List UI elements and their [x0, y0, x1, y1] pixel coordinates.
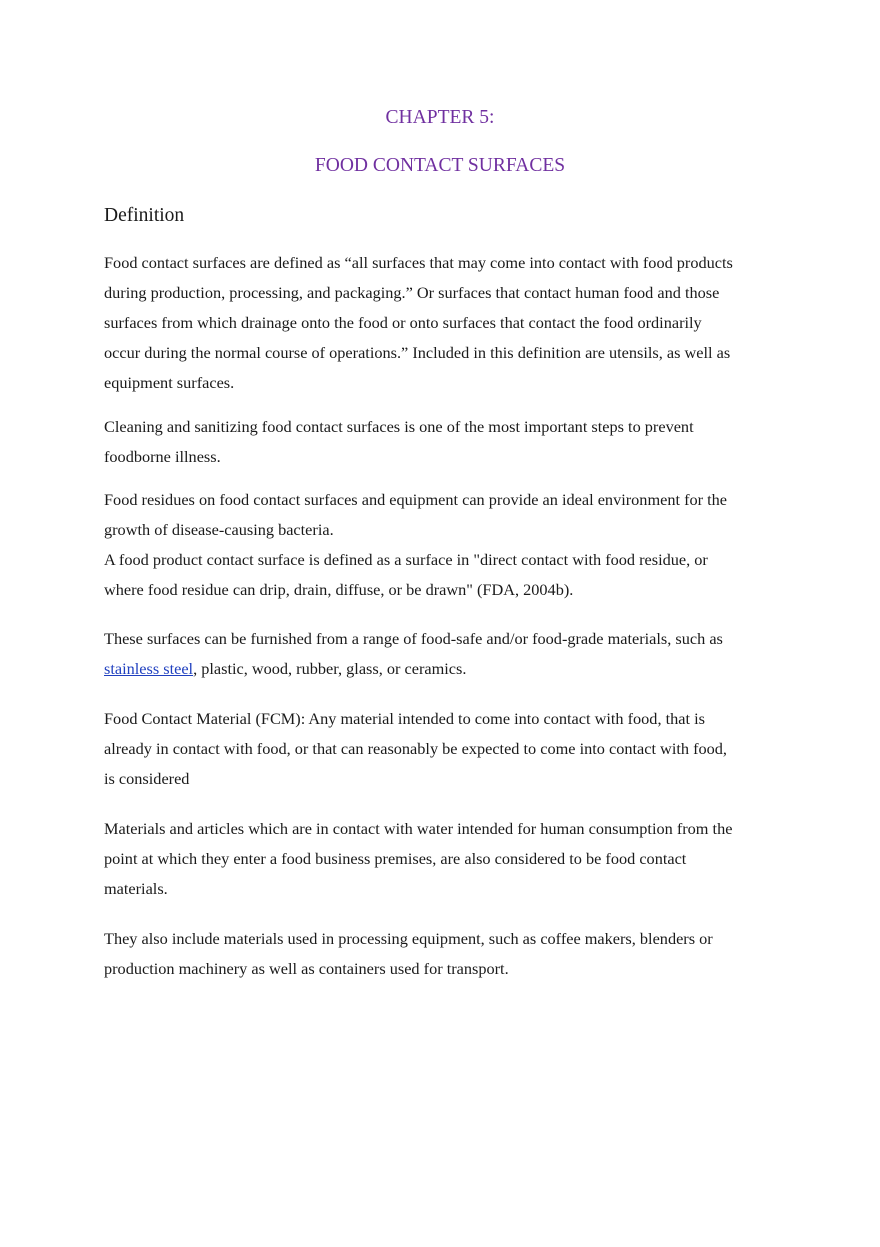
text-line: Materials and articles which are in contact with water intended for human consumption from the: [104, 819, 733, 838]
paragraph-definition: [104, 248, 784, 398]
text-line: is considered: [104, 769, 190, 788]
chapter-title: FOOD CONTACT SURFACES: [314, 155, 566, 176]
text-line: foodborne illness.: [104, 447, 221, 466]
chapter-number: CHAPTER 5:: [385, 107, 495, 128]
paragraph-water: [104, 814, 784, 904]
paragraph-materials: [104, 624, 784, 684]
text-line: Cleaning and sanitizing food contact surfaces is one of the most important steps to prevent: [104, 417, 694, 436]
paragraph-food-residues: [104, 485, 784, 605]
text-line: materials.: [104, 879, 168, 898]
text-line: point at which they enter a food business premises, are also considered to be food contact: [104, 849, 687, 868]
paragraph-equipment: [104, 924, 784, 984]
text-line: They also include materials used in processing equipment, such as coffee makers, blenders or: [104, 929, 713, 948]
paragraph-fcm: [104, 704, 784, 794]
text-line: occur during the normal course of operations.” Included in this definition are utensils, as well as: [104, 343, 731, 362]
text-line: where food residue can drip, drain, diffuse, or be drawn" (FDA, 2004b).: [104, 580, 574, 599]
text-line: [104, 654, 784, 684]
text-line: during production, processing, and packaging.” Or surfaces that contact human food and those: [104, 283, 720, 302]
stainless-steel-link[interactable]: stainless steel: [104, 659, 194, 678]
section-heading-definition: Definition: [104, 205, 185, 226]
text-line: Food contact surfaces are defined as “all surfaces that may come into contact with food products: [104, 253, 733, 272]
paragraph-cleaning: [104, 412, 784, 472]
text-line: These surfaces can be furnished from a range of food-safe and/or food-grade materials, such as: [104, 629, 723, 648]
text-line: equipment surfaces.: [104, 373, 235, 392]
text-line: already in contact with food, or that can reasonably be expected to come into contact with food,: [104, 739, 727, 758]
text-line-rest: , plastic, wood, rubber, glass, or ceramics.: [193, 659, 467, 678]
text-line: production machinery as well as containers used for transport.: [104, 959, 509, 978]
text-line: Food Contact Material (FCM): Any material intended to come into contact with food, that is: [104, 709, 705, 728]
text-line: Food residues on food contact surfaces and equipment can provide an ideal environment for the: [104, 490, 728, 509]
text-line: A food product contact surface is defined as a surface in "direct contact with food residue, or: [104, 550, 708, 569]
text-line: growth of disease-causing bacteria.: [104, 520, 334, 539]
text-line: surfaces from which drainage onto the food or onto surfaces that contact the food ordinarily: [104, 313, 702, 332]
